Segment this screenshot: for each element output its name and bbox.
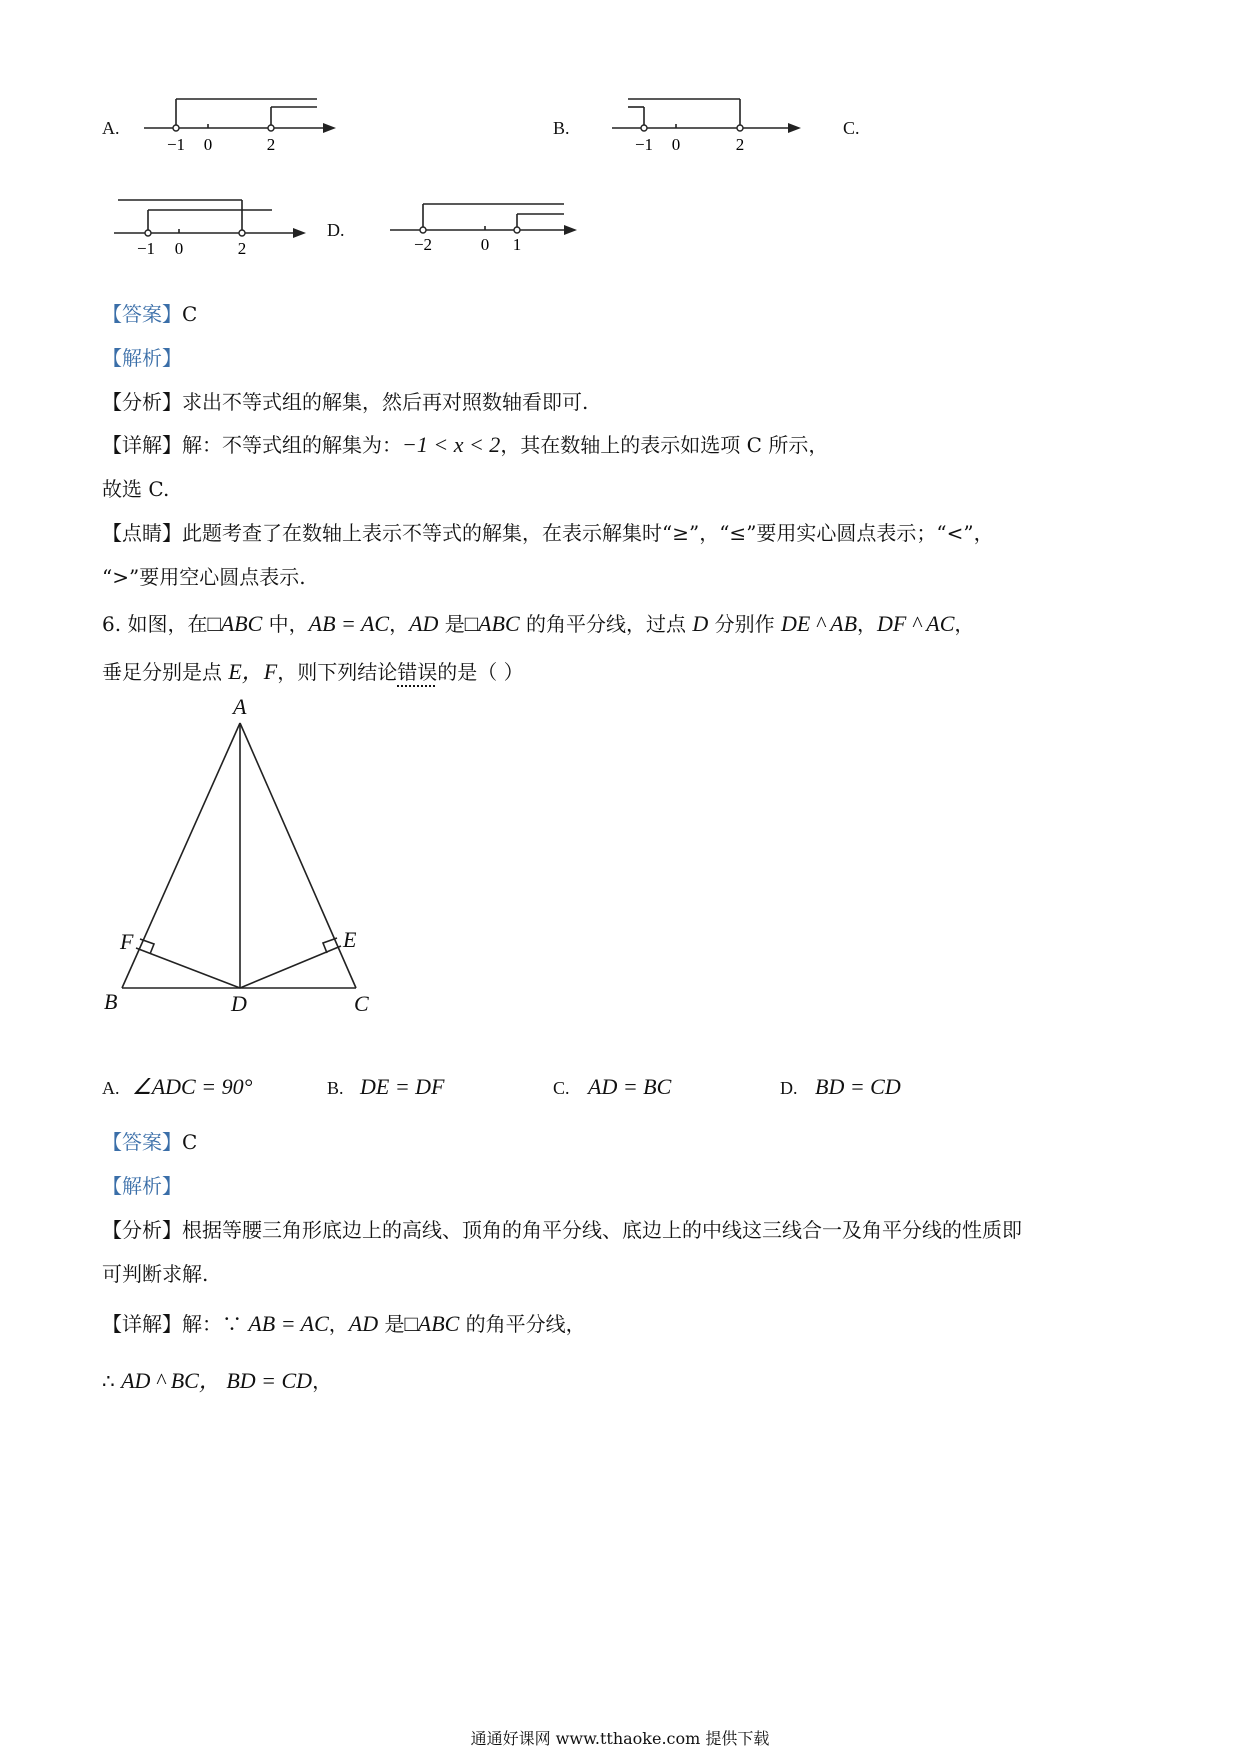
answer-value: C	[182, 1130, 198, 1154]
q6-option-d-letter: D.	[780, 1078, 798, 1098]
q5-conclusion: 故选 C.	[102, 477, 170, 501]
number-line-b	[608, 90, 813, 160]
comment-tag: 【点睛】	[102, 521, 182, 545]
tick-label: 2	[735, 135, 745, 154]
q5-answer-line	[102, 298, 197, 327]
vertex-label-b: B	[104, 989, 118, 1014]
emphasis-wrong: 错误	[397, 660, 438, 684]
q6-option-b: DE = DF	[360, 1074, 445, 1099]
answer-tag: 【答案】	[102, 302, 182, 326]
number-line-d	[386, 192, 591, 262]
q6-option-c: AD = BC	[588, 1074, 672, 1099]
tick-label: 0	[480, 235, 490, 254]
q6-answer-line	[102, 1126, 197, 1155]
q6-option-d: BD = CD	[815, 1074, 901, 1099]
q6-option-a: ∠ADC = 90°	[132, 1074, 253, 1099]
q6-therefore-line: ∴ AD ^ BC， BD = CD，	[102, 1368, 333, 1393]
q5-comment-line-1: 【点睛】此题考查了在数轴上表示不等式的解集，在表示解集时“≥”，“≤”要用实心圆点表示；“<”，	[102, 521, 994, 545]
vertex-label-e: E	[343, 927, 357, 952]
q6-stem-line-2: 垂足分别是点 E，F，则下列结论错误的是（ ）	[102, 659, 524, 684]
vertex-label-f: F	[120, 929, 134, 954]
option-a-letter: A.	[102, 118, 120, 138]
answer-tag: 【答案】	[102, 1130, 182, 1154]
number-line-a	[140, 90, 350, 160]
option-c-letter: C.	[843, 118, 860, 138]
tick-label: 0	[671, 135, 681, 154]
q5-analysis-tag: 【解析】	[102, 346, 182, 370]
q6-analysis-tag: 【解析】	[102, 1174, 182, 1198]
detail-tag: 【详解】	[102, 433, 182, 457]
tick-label: 1	[512, 235, 522, 254]
tick-label: −1	[136, 239, 156, 258]
triangle-figure	[90, 690, 390, 1030]
tick-label: 0	[203, 135, 213, 154]
fenxi-tag: 【分析】	[102, 1218, 182, 1242]
tick-label: −1	[166, 135, 186, 154]
therefore-symbol: ∴	[102, 1369, 122, 1393]
number-line-c	[110, 192, 315, 262]
fenxi-text: 求出不等式组的解集，然后再对照数轴看即可.	[182, 390, 589, 414]
q5-comment-line-2: “>”要用空心圆点表示.	[102, 565, 306, 589]
tick-label: 0	[174, 239, 184, 258]
solution-math: −1 < x < 2	[402, 432, 501, 457]
vertex-label-a: A	[233, 694, 247, 719]
q6-stem-line-1: 6. 如图，在□ABC 中，AB = AC，AD 是□ABC 的角平分线，过点 D 分别作 DE ^ AB，DF ^ AC，	[102, 611, 975, 636]
tick-label: 2	[266, 135, 276, 154]
q6-option-c-letter: C.	[553, 1078, 570, 1098]
q6-fenxi-line-1: 【分析】根据等腰三角形底边上的高线、顶角的角平分线、底边上的中线这三线合一及角平分线的性质即	[102, 1218, 1022, 1242]
vertex-label-d: D	[231, 991, 247, 1016]
fenxi-tag: 【分析】	[102, 390, 182, 414]
q6-option-a-letter: A.	[102, 1078, 120, 1098]
q5-detail-line: 【详解】解：不等式组的解集为：−1 < x < 2，其在数轴上的表示如选项 C 所示，	[102, 432, 829, 457]
answer-value: C	[182, 302, 198, 326]
detail-tag: 【详解】	[102, 1312, 182, 1336]
tick-label: 2	[237, 239, 247, 258]
q6-option-b-letter: B.	[327, 1078, 344, 1098]
q6-fenxi-line-2: 可判断求解.	[102, 1262, 209, 1286]
tick-label: −2	[413, 235, 433, 254]
page-footer: 通通好课网 www.tthaoke.com 提供下载	[470, 1729, 770, 1748]
tick-label: −1	[634, 135, 654, 154]
option-d-letter: D.	[327, 220, 345, 240]
option-b-letter: B.	[553, 118, 570, 138]
q6-detail-line: 【详解】解：∵ AB = AC，AD 是□ABC 的角平分线，	[102, 1311, 586, 1336]
q5-fenxi-line	[102, 386, 588, 415]
vertex-label-c: C	[354, 991, 369, 1016]
